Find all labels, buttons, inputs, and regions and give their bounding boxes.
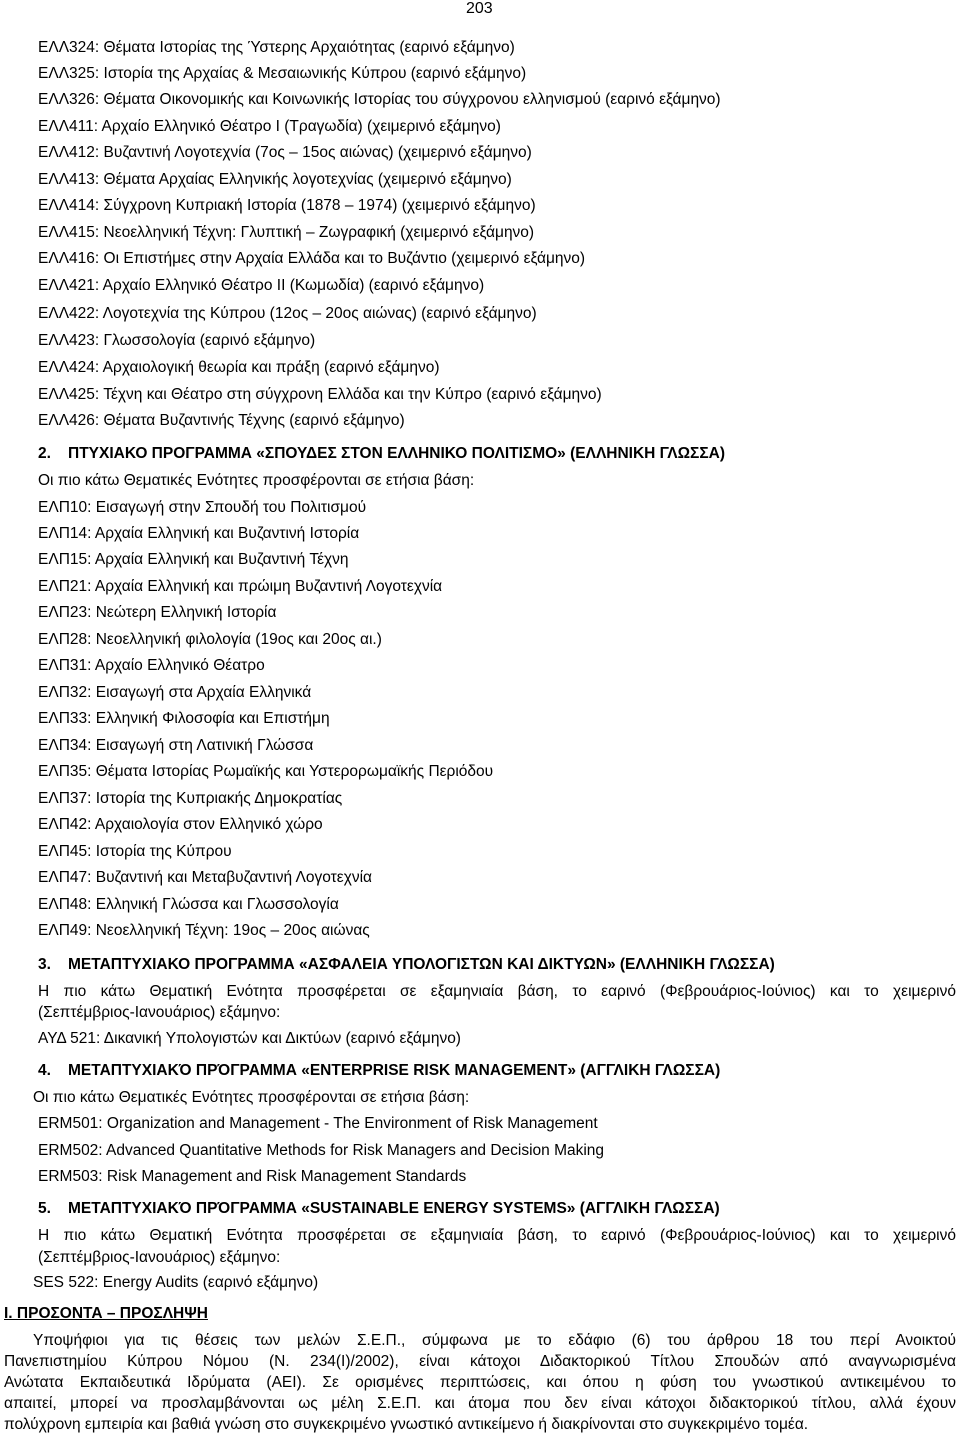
list-item: ΕΛΠ21: Αρχαία Ελληνική και πρώιμη Βυζαντινή Λογοτεχνία — [38, 578, 443, 595]
paragraph-line: πολύχρονη εμπειρία και βαθιά γνώση στο συγκεκριμένο γνωστικό αντικείμενο ή διακρίνονται στο συγκεκριμένο τομέα. — [4, 1416, 809, 1433]
list-item: ΕΛΛ421: Αρχαίο Ελληνικό Θέατρο ΙΙ (Κωμωδία) (εαρινό εξάμηνο) — [38, 277, 485, 294]
list-item: ΕΛΠ31: Αρχαίο Ελληνικό Θέατρο — [38, 657, 265, 674]
section-intro: Η πιο κάτω Θεματική Ενότητα προσφέρεται σε εξαμηνιαία βάση, το εαρινό (Φεβρουάριος-Ιούνιος) και το χειμερινό — [38, 983, 956, 1000]
list-item: ERM501: Organization and Management - The Environment of Risk Management — [38, 1115, 598, 1132]
list-item: SES 522: Energy Audits (εαρινό εξάμηνο) — [33, 1274, 319, 1291]
paragraph-line: Ανώτατα Εκπαιδευτικά Ιδρύματα (ΑΕΙ). Σε ορισμένες περιπτώσεις, και όπου η φύση του γνωστικού αντικειμένου το — [4, 1374, 956, 1391]
list-item: ΕΛΛ422: Λογοτεχνία της Κύπρου (12ος – 20ος αιώνας) (εαρινό εξάμηνο) — [38, 305, 537, 322]
section-title: ΠΤΥΧΙΑΚΟ ΠΡΟΓΡΑΜΜΑ «ΣΠΟΥΔΕΣ ΣΤΟΝ ΕΛΛΗΝΙΚΟ ΠΟΛΙΤΙΣΜΟ» (ΕΛΛΗΝΙΚΗ ΓΛΩΣΣΑ) — [68, 445, 726, 462]
section-title: ΜΕΤΑΠΤΥΧΙΑΚΌ ΠΡΌΓΡΑΜΜΑ «ENTERPRISE RISK MANAGEMENT» (ΑΓΓΛΙΚΗ ΓΛΩΣΣΑ) — [68, 1062, 721, 1079]
section-heading — [38, 1061, 720, 1081]
section-heading — [38, 444, 725, 464]
list-item: ΕΛΛ413: Θέματα Αρχαίας Ελληνικής λογοτεχνίας (χειμερινό εξάμηνο) — [38, 171, 512, 188]
list-item: ΕΛΠ28: Νεοελληνική φιλολογία (19ος και 20ος αι.) — [38, 631, 382, 648]
list-item: ΕΛΛ411: Αρχαίο Ελληνικό Θέατρο Ι (Τραγωδία) (χειμερινό εξάμηνο) — [38, 118, 501, 135]
list-item: ΕΛΠ15: Αρχαία Ελληνική και Βυζαντινή Τέχνη — [38, 551, 349, 568]
section-heading — [38, 1199, 720, 1219]
section-number: 5. — [38, 1200, 51, 1217]
paragraph-line: Υποψήφιοι για τις θέσεις των μελών Σ.Ε.Π., σύμφωνα με το εδάφιο (6) του άρθρου 18 του περί Ανοικτού — [33, 1332, 956, 1349]
list-item: ΕΛΛ415: Νεοελληνική Τέχνη: Γλυπτική – Ζωγραφική (χειμερινό εξάμηνο) — [38, 224, 535, 241]
list-item: ΕΛΠ23: Νεώτερη Ελληνική Ιστορία — [38, 604, 277, 621]
list-item: ΑΥΔ 521: Δικανική Υπολογιστών και Δικτύων (εαρινό εξάμηνο) — [38, 1030, 461, 1047]
section-heading — [38, 955, 775, 975]
section-intro: Η πιο κάτω Θεματική Ενότητα προσφέρεται σε εξαμηνιαία βάση, το εαρινό (Φεβρουάριος-Ιούνιος) και το χειμερινό — [38, 1227, 956, 1244]
page-number: 203 — [466, 0, 493, 17]
list-item: ΕΛΛ324: Θέματα Ιστορίας της Ύστερης Αρχαιότητας (εαρινό εξάμηνο) — [38, 39, 515, 56]
list-item: ΕΛΠ42: Αρχαιολογία στον Ελληνικό χώρο — [38, 816, 323, 833]
section-intro: Οι πιο κάτω Θεματικές Ενότητες προσφέρονται σε ετήσια βάση: — [33, 1089, 470, 1106]
list-item: ΕΛΠ33: Ελληνική Φιλοσοφία και Επιστήμη — [38, 710, 330, 727]
section-intro: Οι πιο κάτω Θεματικές Ενότητες προσφέρονται σε ετήσια βάση: — [38, 472, 475, 489]
list-item: ΕΛΠ10: Εισαγωγή στην Σπουδή του Πολιτισμού — [38, 499, 367, 516]
list-item: ΕΛΛ412: Βυζαντινή Λογοτεχνία (7ος – 15ος αιώνας) (χειμερινό εξάμηνο) — [38, 144, 532, 161]
section-heading: Ι. ΠΡΟΣΟΝΤΑ – ΠΡΟΣΛΗΨΗ — [4, 1305, 208, 1322]
section-intro-cont: (Σεπτέμβριος-Ιανουάριος) εξάμηνο: — [38, 1249, 281, 1266]
list-item: ΕΛΠ37: Ιστορία της Κυπριακής Δημοκρατίας — [38, 790, 343, 807]
list-item: ΕΛΠ34: Εισαγωγή στη Λατινική Γλώσσα — [38, 737, 314, 754]
list-item: ΕΛΠ45: Ιστορία της Κύπρου — [38, 843, 232, 860]
list-item: ΕΛΠ32: Εισαγωγή στα Αρχαία Ελληνικά — [38, 684, 312, 701]
list-item: ΕΛΛ425: Τέχνη και Θέατρο στη σύγχρονη Ελλάδα και την Κύπρο (εαρινό εξάμηνο) — [38, 386, 602, 403]
list-item: ΕΛΛ414: Σύγχρονη Κυπριακή Ιστορία (1878 – 1974) (χειμερινό εξάμηνο) — [38, 197, 536, 214]
list-item: ΕΛΛ416: Οι Επιστήμες στην Αρχαία Ελλάδα και το Βυζάντιο (χειμερινό εξάμηνο) — [38, 250, 586, 267]
section-title: ΜΕΤΑΠΤΥΧΙΑΚΟ ΠΡΟΓΡΑΜΜΑ «ΑΣΦΑΛΕΙΑ ΥΠΟΛΟΓΙΣΤΩΝ ΚΑΙ ΔΙΚΤΥΩΝ» (ΕΛΛΗΝΙΚΗ ΓΛΩΣΣΑ) — [68, 956, 775, 973]
list-item: ERM502: Advanced Quantitative Methods for Risk Managers and Decision Making — [38, 1142, 605, 1159]
section-title: ΜΕΤΑΠΤΥΧΙΑΚΌ ΠΡΌΓΡΑΜΜΑ «SUSTAINABLE ENERGY SYSTEMS» (ΑΓΓΛΙΚΗ ΓΛΩΣΣΑ) — [68, 1200, 720, 1217]
list-item: ΕΛΛ426: Θέματα Βυζαντινής Τέχνης (εαρινό εξάμηνο) — [38, 412, 405, 429]
list-item: ΕΛΠ14: Αρχαία Ελληνική και Βυζαντινή Ιστορία — [38, 525, 360, 542]
list-item: ΕΛΠ49: Νεοελληνική Τέχνη: 19ος – 20ος αιώνας — [38, 922, 370, 939]
list-item: ΕΛΠ48: Ελληνική Γλώσσα και Γλωσσολογία — [38, 896, 339, 913]
section-intro-cont: (Σεπτέμβριος-Ιανουάριος) εξάμηνο: — [38, 1004, 281, 1021]
list-item: ΕΛΛ423: Γλωσσολογία (εαρινό εξάμηνο) — [38, 332, 316, 349]
paragraph-line: Πανεπιστημίου Κύπρου Νόμου (Ν. 234(Ι)/2002), είναι κάτοχοι Διδακτορικού Τίτλου Σπουδών από αναγνωρισμένα — [4, 1353, 956, 1370]
paragraph-line: απαιτεί, μπορεί να προσλαμβάνονται ως μέλη Σ.Ε.Π. και άτομα που δεν είναι κάτοχοι διδακτορικού τίτλου, αλλά έχουν — [4, 1395, 956, 1412]
list-item: ΕΛΛ424: Αρχαιολογική θεωρία και πράξη (εαρινό εξάμηνο) — [38, 359, 440, 376]
section-number: 4. — [38, 1062, 51, 1079]
list-item: ΕΛΛ326: Θέματα Οικονομικής και Κοινωνικής Ιστορίας του σύγχρονου ελληνισμού (εαρινό εξάμηνο) — [38, 91, 721, 108]
list-item: ΕΛΠ47: Βυζαντινή και Μεταβυζαντινή Λογοτεχνία — [38, 869, 372, 886]
section-number: 2. — [38, 445, 51, 462]
section-number: 3. — [38, 956, 51, 973]
list-item: ERM503: Risk Management and Risk Management Standards — [38, 1168, 467, 1185]
list-item: ΕΛΛ325: Ιστορία της Αρχαίας & Μεσαιωνικής Κύπρου (εαρινό εξάμηνο) — [38, 65, 527, 82]
list-item: ΕΛΠ35: Θέματα Ιστορίας Ρωμαϊκής και Υστερορωμαϊκής Περιόδου — [38, 763, 494, 780]
